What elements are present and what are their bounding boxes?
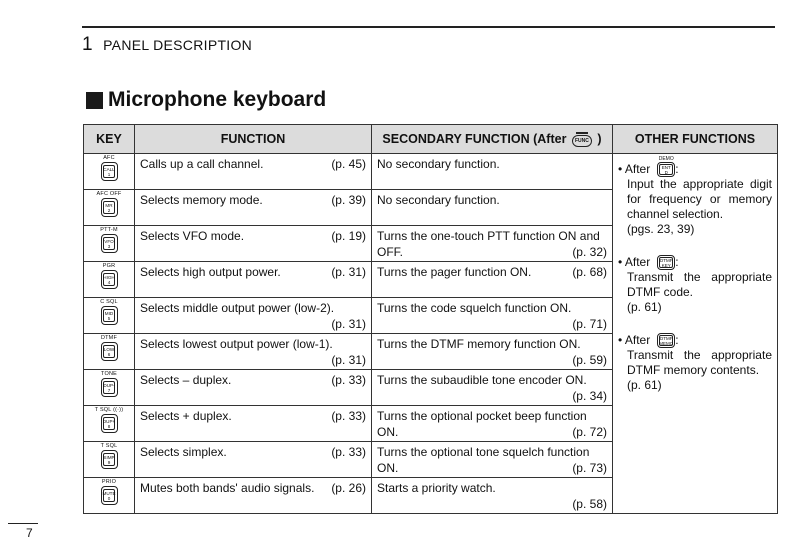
function-cell bbox=[135, 442, 372, 478]
key-top-label: MUTE bbox=[102, 490, 116, 496]
function-ref: (p. 45) bbox=[331, 157, 366, 171]
key-number: 0 bbox=[107, 495, 111, 501]
other-key-alt: DEMO bbox=[658, 156, 674, 162]
secondary-cell bbox=[372, 154, 613, 190]
page-title-text: Microphone keyboard bbox=[108, 88, 327, 111]
secondary-prefix: SECONDARY FUNCTION (After bbox=[382, 131, 567, 146]
other-key-icon bbox=[657, 255, 675, 270]
secondary-cell bbox=[372, 406, 613, 442]
other-function-text: Input the appropriate digit for frequency or memory channel selection. bbox=[627, 177, 772, 221]
secondary-cell bbox=[372, 298, 613, 334]
other-key-bot: MEMO bbox=[659, 340, 674, 346]
other-bullet: • After bbox=[618, 255, 651, 269]
function-cell bbox=[135, 226, 372, 262]
key-alt-label: DTMF bbox=[100, 335, 118, 341]
key-icon bbox=[84, 479, 134, 505]
other-colon: : bbox=[675, 255, 679, 269]
key-icon bbox=[84, 299, 134, 325]
function-line bbox=[140, 300, 366, 316]
key-alt-label: TONE bbox=[101, 371, 117, 377]
other-keycap bbox=[657, 333, 675, 348]
function-text: Mutes both bands' audio signals. bbox=[140, 481, 315, 495]
key-cell bbox=[84, 262, 135, 298]
page-title bbox=[86, 88, 326, 112]
function-line bbox=[140, 264, 366, 280]
key-top-label: HIGH bbox=[103, 274, 115, 280]
col-secondary-header bbox=[372, 125, 613, 154]
other-keycap-face bbox=[659, 164, 673, 175]
secondary-text: No secondary function. bbox=[377, 193, 500, 207]
func-key-label: FUNC bbox=[572, 135, 592, 147]
keycap-face bbox=[103, 165, 115, 178]
function-text: Selects + duplex. bbox=[140, 409, 232, 423]
keycap-face bbox=[103, 417, 115, 430]
function-text: Selects middle output power (low-2). bbox=[140, 301, 335, 315]
keycap-icon bbox=[101, 486, 118, 505]
secondary-text: OFF. bbox=[377, 245, 403, 259]
secondary-ref: (p. 68) bbox=[572, 265, 607, 279]
secondary-cell bbox=[372, 190, 613, 226]
other-colon: : bbox=[675, 162, 679, 176]
col-key-header: KEY bbox=[84, 125, 135, 154]
function-cell bbox=[135, 262, 372, 298]
secondary-cell bbox=[372, 334, 613, 370]
function-cell bbox=[135, 190, 372, 226]
secondary-cell bbox=[372, 442, 613, 478]
function-ref: (p. 19) bbox=[331, 229, 366, 243]
function-text: Selects memory mode. bbox=[140, 193, 263, 207]
key-top-label: DUP+ bbox=[102, 418, 116, 424]
key-icon bbox=[84, 155, 134, 181]
secondary-text: Turns the DTMF memory function ON. bbox=[377, 337, 581, 351]
other-keycap-face bbox=[659, 335, 673, 346]
function-line bbox=[140, 444, 366, 460]
key-icon bbox=[84, 227, 134, 253]
title-square-icon bbox=[86, 92, 103, 109]
function-line bbox=[140, 228, 366, 244]
key-cell bbox=[84, 370, 135, 406]
key-alt-label: T SQL bbox=[100, 443, 118, 449]
secondary-text: Turns the code squelch function ON. bbox=[377, 301, 572, 315]
other-function-text: Transmit the appropriate DTMF memory contents. bbox=[627, 348, 772, 377]
page-rule bbox=[8, 523, 38, 524]
func-key-bar bbox=[576, 132, 588, 134]
other-function-lead bbox=[618, 156, 772, 177]
section-number: 1 bbox=[82, 34, 93, 55]
other-function-item bbox=[618, 255, 772, 315]
other-functions-cell bbox=[613, 154, 778, 514]
key-number: 8 bbox=[107, 423, 111, 429]
secondary-text: ON. bbox=[377, 461, 399, 475]
table-header-row bbox=[84, 125, 778, 154]
key-number: 2 bbox=[107, 207, 111, 213]
function-ref: (p. 26) bbox=[331, 481, 366, 495]
keycap-face bbox=[103, 309, 115, 322]
keycap-face bbox=[103, 489, 115, 502]
secondary-line bbox=[377, 460, 607, 476]
key-icon bbox=[84, 263, 134, 289]
function-ref: (p. 31) bbox=[331, 265, 366, 279]
other-keycap bbox=[657, 162, 675, 177]
key-icon bbox=[84, 407, 134, 433]
other-function-item bbox=[618, 156, 772, 237]
key-alt-label: AFC OFF bbox=[96, 191, 122, 197]
key-cell bbox=[84, 334, 135, 370]
key-cell bbox=[84, 154, 135, 190]
key-alt-label: PTT-M bbox=[100, 227, 118, 233]
keycap-face bbox=[103, 381, 115, 394]
section-label: PANEL DESCRIPTION bbox=[103, 37, 253, 53]
function-line bbox=[140, 156, 366, 172]
secondary-text: No secondary function. bbox=[377, 157, 500, 171]
other-keycap bbox=[657, 255, 675, 270]
function-line bbox=[140, 192, 366, 208]
key-top-label: VFO bbox=[104, 238, 114, 244]
other-function-lead bbox=[618, 255, 772, 270]
secondary-text: Turns the optional tone squelch function bbox=[377, 445, 590, 459]
keycap-icon bbox=[101, 450, 118, 469]
function-line bbox=[140, 480, 366, 496]
key-cell bbox=[84, 226, 135, 262]
function-ref: (p. 31) bbox=[331, 353, 366, 367]
function-ref: (p. 33) bbox=[331, 445, 366, 459]
secondary-ref: (p. 32) bbox=[572, 245, 607, 259]
key-top-label: MR bbox=[105, 202, 113, 208]
keycap-icon bbox=[101, 306, 118, 325]
keycap-icon bbox=[101, 198, 118, 217]
secondary-text: Starts a priority watch. bbox=[377, 481, 496, 495]
function-cell bbox=[135, 406, 372, 442]
other-function-ref: (p. 61) bbox=[627, 300, 662, 314]
key-cell bbox=[84, 190, 135, 226]
key-alt-label: C SQL bbox=[100, 299, 118, 305]
keycap-face bbox=[103, 237, 115, 250]
other-keycap-face bbox=[659, 257, 673, 268]
other-function-ref: (pgs. 23, 39) bbox=[627, 222, 695, 236]
col-function-header: FUNCTION bbox=[135, 125, 372, 154]
function-ref: (p. 39) bbox=[331, 193, 366, 207]
secondary-ref: (p. 73) bbox=[572, 461, 607, 475]
key-number: 7 bbox=[107, 387, 111, 393]
other-bullet: • After bbox=[618, 162, 651, 176]
key-number: 4 bbox=[107, 279, 111, 285]
key-top-label: MID bbox=[104, 310, 114, 316]
func-key-icon bbox=[572, 132, 592, 147]
other-colon: : bbox=[675, 333, 679, 347]
key-top-label: CALL bbox=[103, 166, 115, 172]
function-ref: (p. 33) bbox=[331, 373, 366, 387]
key-top-label: DUP- bbox=[103, 382, 115, 388]
keycap-face bbox=[103, 345, 115, 358]
secondary-cell bbox=[372, 370, 613, 406]
keycap-icon bbox=[101, 270, 118, 289]
function-text: Calls up a call channel. bbox=[140, 157, 264, 171]
secondary-line bbox=[377, 244, 607, 260]
secondary-cell bbox=[372, 262, 613, 298]
secondary-cell bbox=[372, 478, 613, 514]
secondary-text: Turns the one-touch PTT function ON and bbox=[377, 229, 600, 243]
other-function-lead bbox=[618, 333, 772, 348]
key-alt-label: T SQL ((·)) bbox=[94, 407, 124, 413]
secondary-text: Turns the optional pocket beep function bbox=[377, 409, 587, 423]
other-function-ref: (p. 61) bbox=[627, 378, 662, 392]
key-cell bbox=[84, 478, 135, 514]
col-other-header: OTHER FUNCTIONS bbox=[613, 125, 778, 154]
secondary-text: Turns the subaudible tone encoder ON. bbox=[377, 373, 587, 387]
function-cell bbox=[135, 334, 372, 370]
keycap-face bbox=[103, 273, 115, 286]
secondary-line bbox=[377, 424, 607, 440]
key-icon bbox=[84, 443, 134, 469]
secondary-suffix: ) bbox=[597, 131, 602, 146]
other-function-item bbox=[618, 333, 772, 393]
secondary-ref: (p. 34) bbox=[572, 389, 607, 403]
key-cell bbox=[84, 298, 135, 334]
keycap-icon bbox=[101, 414, 118, 433]
other-key-top: DTMF bbox=[659, 335, 673, 341]
function-cell bbox=[135, 154, 372, 190]
other-key-icon bbox=[657, 156, 675, 177]
top-rule bbox=[82, 26, 775, 28]
key-top-label: LOW bbox=[103, 346, 115, 352]
function-text: Selects VFO mode. bbox=[140, 229, 245, 243]
secondary-ref: (p. 72) bbox=[572, 425, 607, 439]
other-key-bot: D bbox=[664, 169, 668, 175]
key-number: 1 bbox=[107, 171, 111, 177]
key-cell bbox=[84, 406, 135, 442]
function-line bbox=[140, 372, 366, 388]
key-top-label: SIMP bbox=[103, 454, 115, 460]
table-row bbox=[84, 154, 778, 190]
secondary-ref: (p. 58) bbox=[572, 497, 607, 511]
function-text: Selects lowest output power (low-1). bbox=[140, 337, 333, 351]
function-line bbox=[140, 408, 366, 424]
function-cell bbox=[135, 298, 372, 334]
key-number: 3 bbox=[107, 243, 111, 249]
other-function-text: Transmit the appropriate DTMF code. bbox=[627, 270, 772, 299]
key-number: 6 bbox=[107, 351, 111, 357]
other-key-top: DTMF bbox=[659, 257, 673, 263]
function-line bbox=[140, 336, 366, 352]
page-number: 7 bbox=[26, 526, 33, 540]
key-number: 5 bbox=[107, 315, 111, 321]
function-cell bbox=[135, 370, 372, 406]
function-text: Selects – duplex. bbox=[140, 373, 232, 387]
secondary-text: Turns the pager function ON. bbox=[377, 265, 532, 279]
secondary-line bbox=[377, 264, 607, 280]
secondary-ref: (p. 71) bbox=[572, 317, 607, 331]
function-text: Selects high output power. bbox=[140, 265, 281, 279]
key-alt-label: PGR bbox=[102, 263, 116, 269]
key-icon bbox=[84, 335, 134, 361]
other-key-top: ENT bbox=[661, 164, 671, 170]
secondary-cell bbox=[372, 226, 613, 262]
key-alt-label: PRIO bbox=[101, 479, 117, 485]
key-cell bbox=[84, 442, 135, 478]
keycap-icon bbox=[101, 234, 118, 253]
keycap-icon bbox=[101, 162, 118, 181]
section-header bbox=[82, 34, 252, 56]
keycap-face bbox=[103, 201, 115, 214]
function-ref: (p. 33) bbox=[331, 409, 366, 423]
function-text: Selects simplex. bbox=[140, 445, 227, 459]
keyboard-table bbox=[83, 124, 778, 514]
keycap-face bbox=[103, 453, 115, 466]
key-alt-label: AFC bbox=[103, 155, 115, 161]
secondary-ref: (p. 59) bbox=[572, 353, 607, 367]
key-number: 9 bbox=[107, 459, 111, 465]
other-key-icon bbox=[657, 333, 675, 348]
function-ref: (p. 31) bbox=[331, 317, 366, 331]
key-icon bbox=[84, 191, 134, 217]
secondary-text: ON. bbox=[377, 425, 399, 439]
function-cell bbox=[135, 478, 372, 514]
other-bullet: • After bbox=[618, 333, 651, 347]
key-icon bbox=[84, 371, 134, 397]
keycap-icon bbox=[101, 342, 118, 361]
other-key-bot: KEY bbox=[661, 262, 671, 268]
keycap-icon bbox=[101, 378, 118, 397]
